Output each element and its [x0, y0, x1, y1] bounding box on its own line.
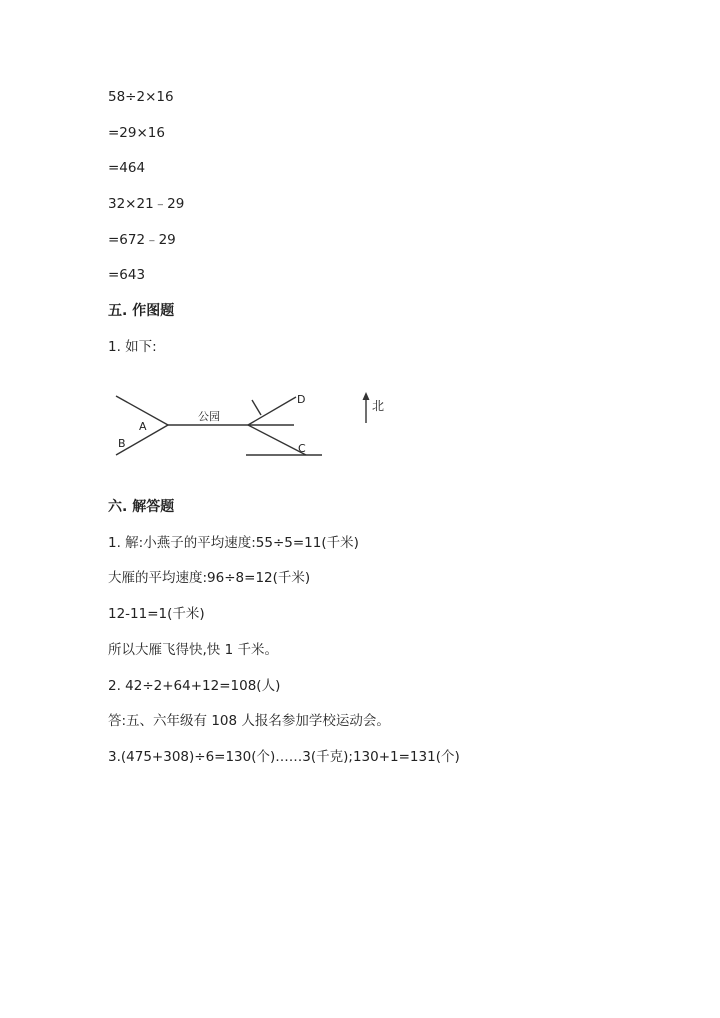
calc-line-2: =29×16 — [108, 125, 165, 141]
tick-d — [252, 400, 261, 415]
calc-line-1: 58÷2×16 — [108, 89, 174, 105]
answer-line-5: 2. 42÷2+64+12=108(人) — [108, 678, 281, 694]
calc-line-6: =643 — [108, 267, 146, 283]
park-direction-figure — [108, 383, 408, 468]
calc-line-3: =464 — [108, 160, 146, 176]
calc-line-5: =672﹣29 — [108, 232, 176, 248]
section-5-heading: 五. 作图题 — [108, 303, 175, 319]
label-a: A — [139, 420, 147, 433]
answer-line-7: 3.(475+308)÷6=130(个)……3(千克);130+1=131(个) — [108, 749, 460, 765]
section-5-item-1: 1. 如下: — [108, 339, 157, 355]
answer-line-6: 答:五、六年级有 108 人报名参加学校运动会。 — [108, 713, 390, 729]
section-6-heading: 六. 解答题 — [108, 499, 175, 515]
answer-line-1: 1. 解:小燕子的平均速度:55÷5=11(千米) — [108, 535, 359, 551]
calc-line-4: 32×21﹣29 — [108, 196, 185, 212]
north-arrow-head — [363, 392, 370, 400]
label-d: D — [297, 393, 306, 406]
label-c: C — [298, 442, 306, 455]
ray-d — [248, 397, 296, 425]
label-north: 北 — [372, 399, 385, 413]
label-b: B — [118, 437, 126, 450]
answer-line-3: 12-11=1(千米) — [108, 606, 205, 622]
answer-line-2: 大雁的平均速度:96÷8=12(千米) — [108, 570, 311, 586]
label-park: 公园 — [198, 410, 220, 423]
answer-line-4: 所以大雁飞得快,快 1 千米。 — [108, 642, 278, 658]
